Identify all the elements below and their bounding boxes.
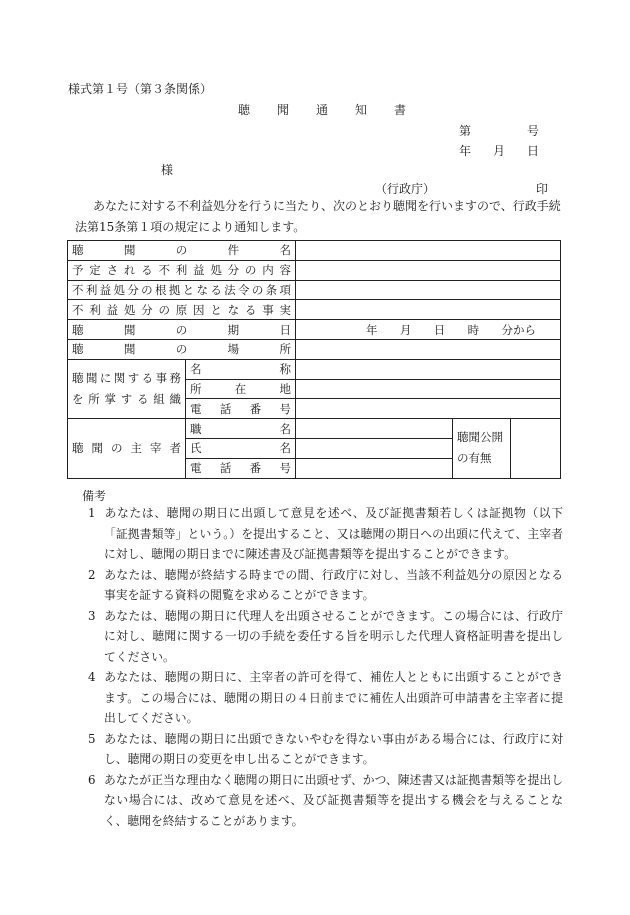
note-number: 1 <box>88 506 96 520</box>
office-phone-label: 電話番号 <box>186 399 296 419</box>
seal-label: 印 <box>536 182 549 196</box>
notes-title: 備考 <box>82 489 107 503</box>
office-label <box>68 359 186 418</box>
office-address-label: 所在地 <box>186 379 296 399</box>
public-hearing-value <box>511 419 561 478</box>
office-name-label: 名称 <box>186 359 296 379</box>
date-label: 聴聞の期日 <box>68 320 296 340</box>
note-text: あなたは、聴聞の期日に、主宰者の許可を得て、補佐人とともに出頭することができます。この場合には、聴聞の期日の４日前までに補佐人出頭許可申請書を主宰者に提出してください。 <box>104 670 563 725</box>
office-address-value <box>296 379 561 399</box>
page-title: 聴聞通知書 <box>238 103 434 117</box>
schedule-day: 日 <box>433 322 446 337</box>
schedule-minute: 分から <box>501 322 536 337</box>
note-item <box>88 667 563 729</box>
note-number: 2 <box>88 567 96 582</box>
note-item <box>88 606 563 668</box>
public-label-line-1: 聴聞公開 <box>457 430 503 445</box>
facts-value <box>296 300 561 320</box>
disposition-label: 予定される不利益処分の内容 <box>68 260 296 280</box>
note-text: あなたは、聴聞の期日に出頭できないやむを得ない事由がある場合には、行政庁に対し、聴聞の期日の変更を申し出ることができます。 <box>104 731 563 766</box>
public-label-line-2: の有無 <box>457 451 492 466</box>
note-number: 6 <box>88 772 96 787</box>
case-label: 聴聞の件名 <box>68 241 296 261</box>
notes-list <box>85 503 563 831</box>
note-text: あなたは、聴聞の期日に代理人を出頭させることができます。この場合には、行政庁に対し、聴聞に関する一切の手続を委任する旨を明示した代理人資格証明書を提出してください。 <box>104 608 563 664</box>
schedule-value <box>296 320 561 340</box>
table-row <box>68 300 561 320</box>
note-text: あなたは、聴聞が終結する時までの間、行政庁に対し、当該不利益処分の原因となる事実を証する資料の閲覧を求めることができます。 <box>104 567 563 602</box>
schedule-month: 月 <box>399 322 412 337</box>
legal-basis-label: 不利益処分の根拠となる法令の条項 <box>68 280 296 300</box>
note-item <box>88 503 563 565</box>
presider-phone-value <box>296 458 453 478</box>
date-day: 日 <box>526 144 539 158</box>
presider-title-value <box>296 419 453 439</box>
table-row <box>68 339 561 359</box>
table-row <box>68 359 561 379</box>
table-row <box>68 280 561 300</box>
presider-label: 聴聞の主宰者 <box>68 419 186 478</box>
presider-name-value <box>296 438 453 458</box>
case-value <box>296 241 561 261</box>
note-item <box>88 770 563 832</box>
note-text: あなたが正当な理由なく聴聞の期日に出頭せず、かつ、陳述書又は証拠書類等を提出しない場合には、改めて意見を述べ、及び証拠書類等を提出する機会を与えることなく、聴聞を終結することがあります。 <box>104 772 563 828</box>
place-value <box>296 339 561 359</box>
place-label: 聴聞の場所 <box>68 339 296 359</box>
document-number <box>459 122 539 140</box>
addressee-suffix: 様 <box>161 163 174 177</box>
note-text: あなたは、聴聞の期日に出頭して意見を述べ、及び証拠書類若しくは証拠物（以下「証拠書類等」という。）を提出すること、又は聴聞の期日への出頭に代えて、主宰者に対し、聴聞の期日までに陳述書及び証拠書類等を提出することができます。 <box>104 506 563 561</box>
table-row <box>68 419 561 439</box>
note-item <box>88 565 563 606</box>
note-number: 4 <box>88 670 96 684</box>
legal-basis-value <box>296 280 561 300</box>
agency-label: （行政庁） <box>375 182 436 196</box>
table-row <box>68 260 561 280</box>
office-label-line-1: 聴聞に関する事務 <box>72 370 181 385</box>
presider-title-label: 職名 <box>186 419 296 439</box>
table-row <box>68 241 561 261</box>
schedule-hour: 時 <box>467 322 480 337</box>
note-number: 5 <box>88 731 96 746</box>
facts-label: 不利益処分の原因となる事実 <box>68 300 296 320</box>
disposition-value <box>296 260 561 280</box>
office-phone-value <box>296 399 561 419</box>
date-month: 月 <box>492 144 505 158</box>
date-year: 年 <box>459 144 472 158</box>
document-date <box>459 142 539 160</box>
note-item <box>88 729 563 770</box>
schedule-year: 年 <box>366 322 378 337</box>
intro-paragraph: あなたに対する不利益処分を行うに当たり、次のとおり聴聞を行いますので、行政手続法第15条第１項の規定により通知します。 <box>75 199 561 234</box>
hearing-details-table <box>67 240 561 479</box>
office-label-line-2: を所掌する組織 <box>72 391 181 406</box>
presider-phone-label: 電話番号 <box>186 458 296 478</box>
presider-name-label: 氏名 <box>186 438 296 458</box>
public-hearing-label <box>453 419 511 478</box>
form-id: 様式第１号（第３条関係） <box>68 82 213 96</box>
office-name-value <box>296 359 561 379</box>
number-suffix: 号 <box>526 124 539 138</box>
number-prefix: 第 <box>459 124 472 138</box>
note-number: 3 <box>88 608 96 623</box>
table-row <box>68 320 561 340</box>
